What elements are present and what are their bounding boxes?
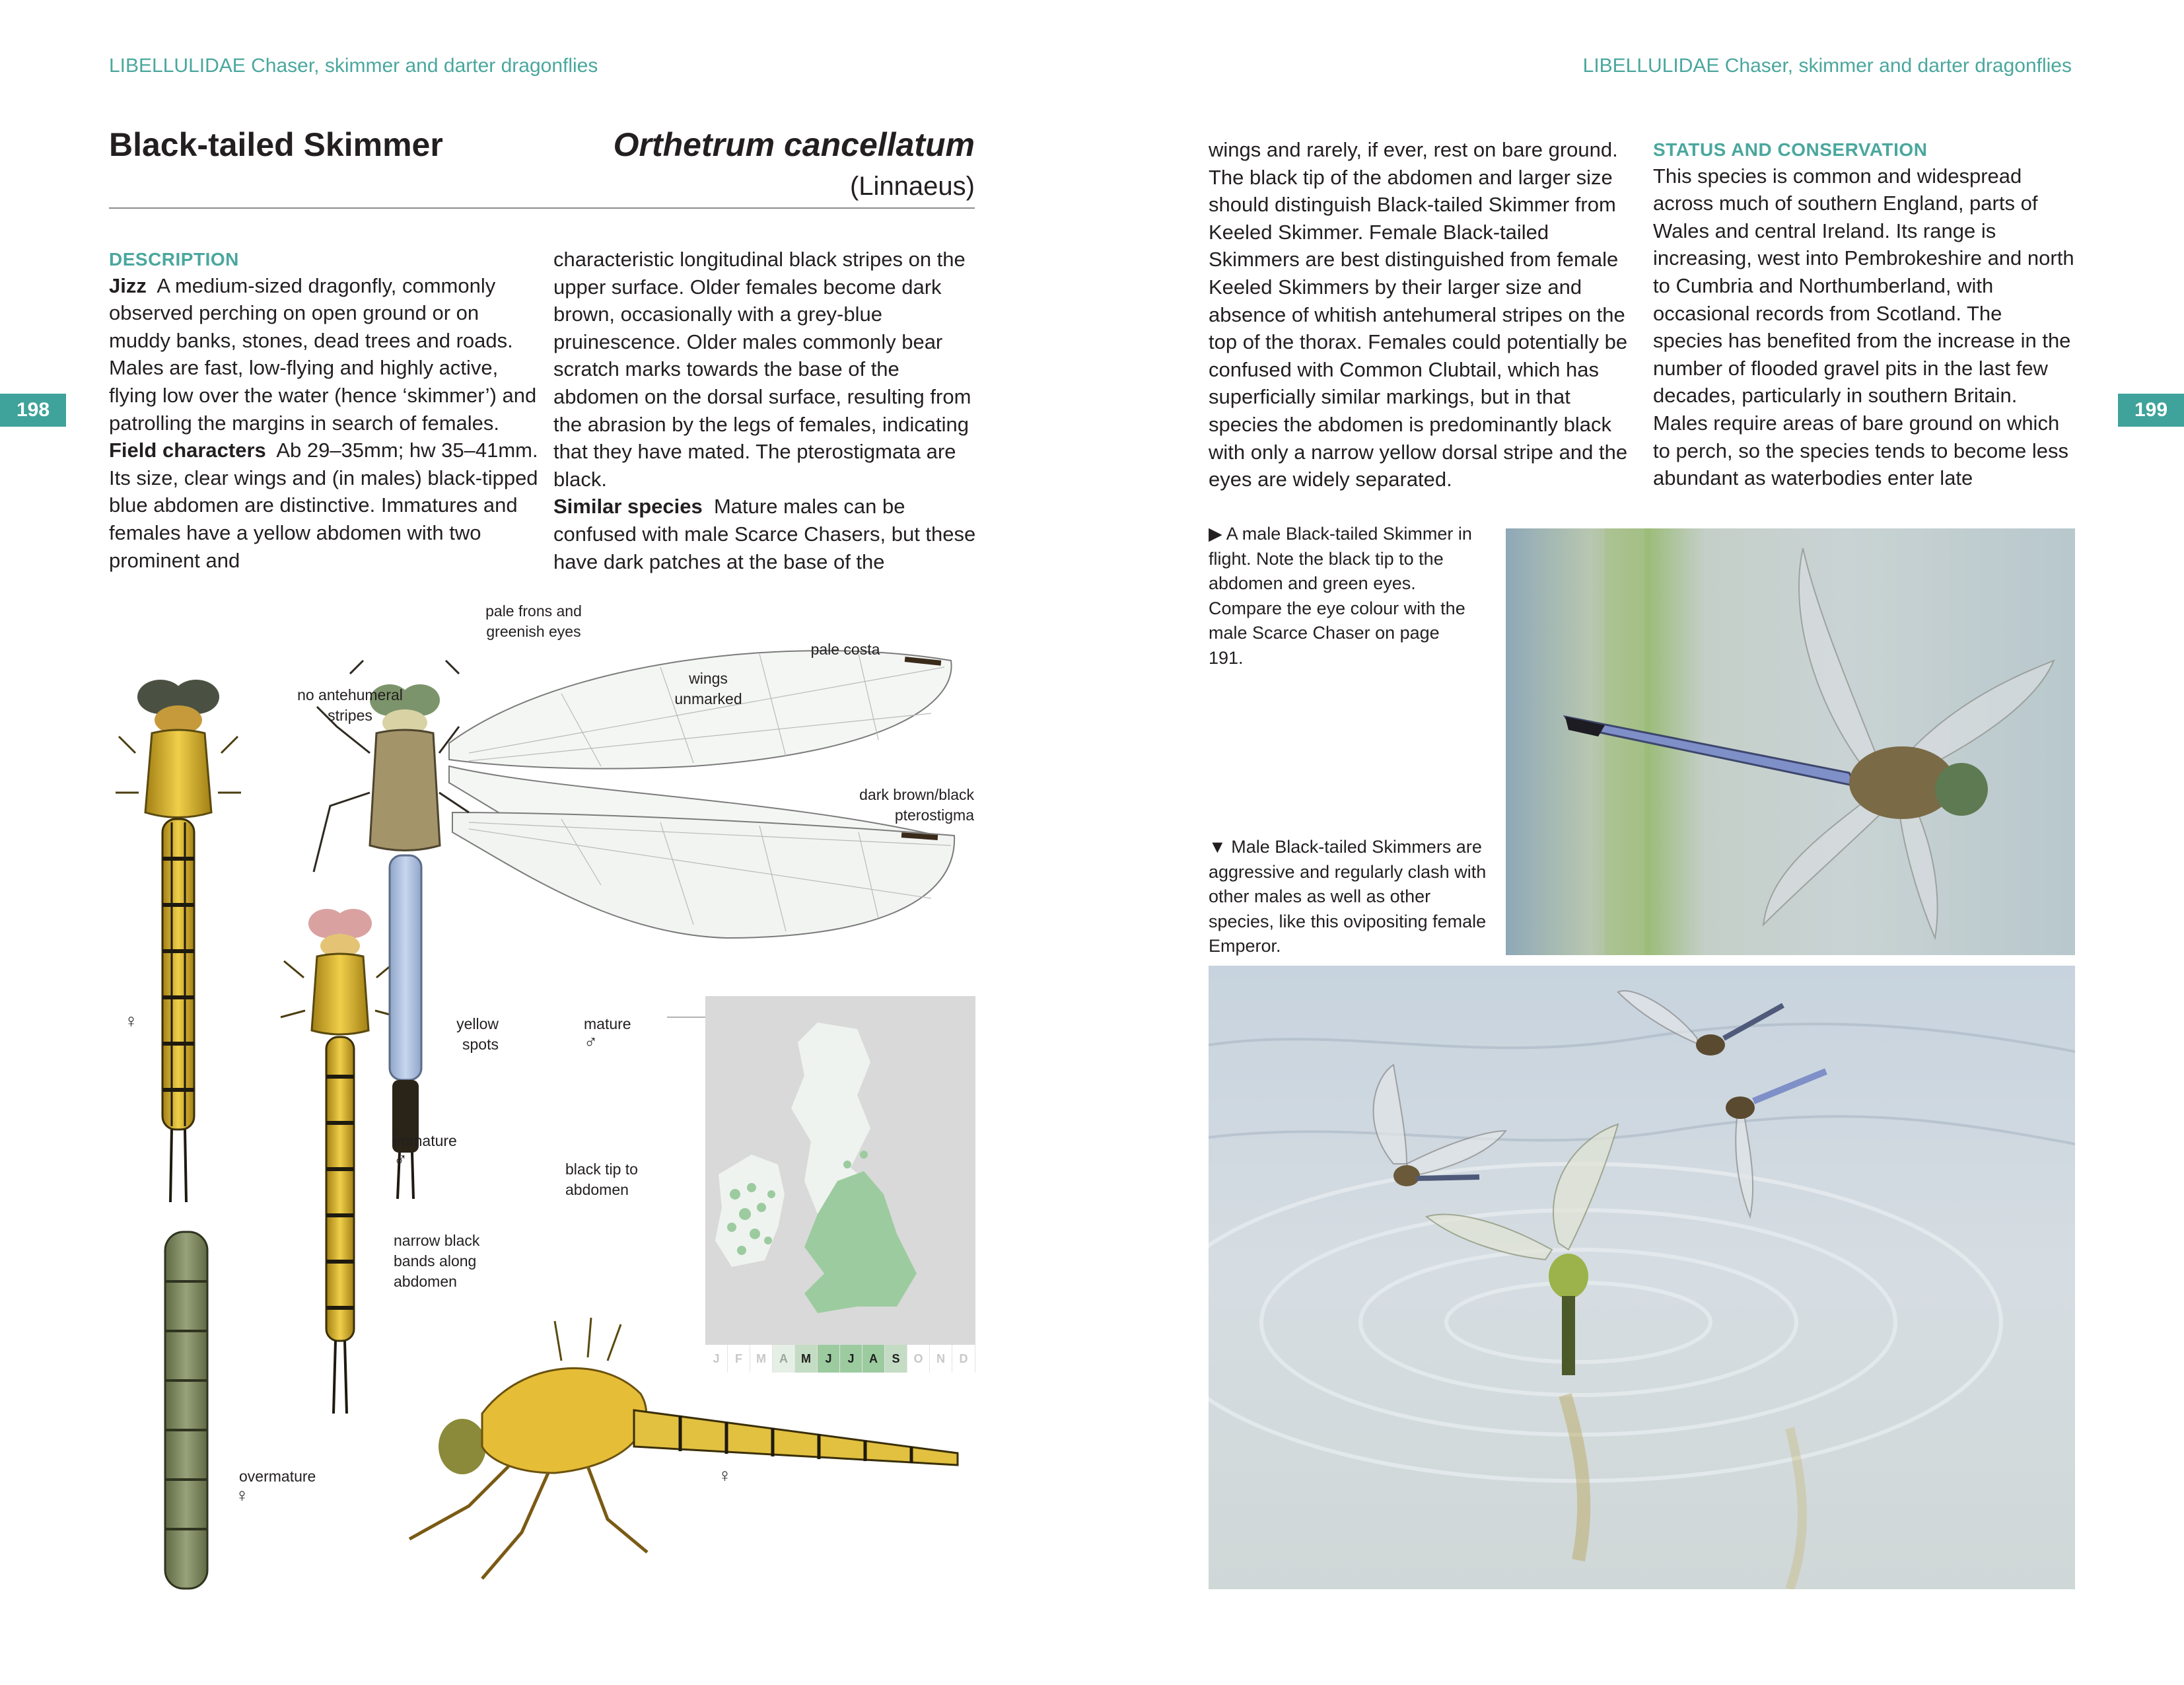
- label-overmature-female-symbol: ♀: [235, 1485, 249, 1505]
- description-column-2: [553, 246, 980, 575]
- label-dark-pterostigma: dark brown/black pterostigma: [859, 786, 974, 824]
- status-column: [1653, 136, 2076, 492]
- overmature-female-illustration: [165, 1232, 207, 1589]
- status-text: This species is common and widespread across much of southern England, parts of Wales and central Ireland. Its range is increasing, west into Pembrokeshire and north to Cumbria and Northumberland, with occasional records from Scotland. The species has benefited from the increase in the number of flooded gravel pits in the last few decades, particularly in southern Britain. Males require areas of bare ground on which to perch, so the species tends to become less abundant as waterbodies enter late: [1653, 164, 2074, 490]
- flight-month-jun: J: [818, 1345, 840, 1373]
- similar-species-label: Similar species: [553, 495, 703, 519]
- similar-species-text: Mature males can be confused with male Scarce Chasers, but these have dark patches at the base of the: [553, 495, 976, 573]
- flight-month-aug: A: [863, 1345, 885, 1373]
- species-scientific-name: Orthetrum cancellatum: [613, 126, 975, 163]
- photo-clashing-dragonflies: [1209, 966, 2075, 1589]
- flight-period-bar: [705, 1345, 975, 1373]
- label-immature: immature: [394, 1132, 457, 1149]
- description-continued: characteristic longitudinal black stripes on the upper surface. Older females become dark brown, occasionally with a grey-blue pruinescence. Older males commonly bear scratch marks towards the base of the abdomen on the dorsal surface, resulting from the abrasion by the legs of females, indicating that they have mated. The pterostigmata are black.: [553, 248, 971, 491]
- field-characters-label: Field characters: [109, 439, 266, 462]
- flight-month-oct: O: [907, 1345, 930, 1373]
- label-female-symbol: ♀: [124, 1011, 138, 1031]
- similar-species-continued-text: wings and rarely, if ever, rest on bare ground. The black tip of the abdomen and larger size should distinguish Black-tailed Skimmer from Keeled Skimmer. Female Black-tailed Skimmers are best distinguished from female Keeled Skimmers by their larger size and absence of whitish antehumeral stripes on the top of the thorax. Females could potentially be confused with Common Clubtail, which has superficially similar markings, but in that species the abdomen is predominantly black with only a narrow yellow dorsal stripe and the eyes are widely separated.: [1209, 138, 1628, 491]
- label-narrow-bands: narrow black bands along abdomen: [394, 1232, 480, 1290]
- flight-month-may: M: [795, 1345, 818, 1373]
- description-column-1: [109, 246, 538, 574]
- field-characters-text: Ab 29–35mm; hw 35–41mm. Its size, clear wings and (in males) black-tipped blue abdomen are distinctive. Immatures and females have a yellow abdomen with two prominent and: [109, 439, 538, 572]
- label-wings-unmarked: wings unmarked: [674, 670, 742, 707]
- photo-male-in-flight: [1506, 528, 2075, 955]
- immature-male-illustration: [281, 909, 400, 1414]
- label-mature-male-symbol: ♂: [584, 1032, 598, 1052]
- distribution-map: [705, 996, 975, 1373]
- flight-month-apr: A: [773, 1345, 795, 1373]
- running-head-left: LIBELLULIDAE Chaser, skimmer and darter dragonflies: [109, 55, 598, 77]
- species-authority: (Linnaeus): [849, 172, 975, 201]
- label-mature: mature: [584, 1015, 631, 1032]
- flight-month-jul: J: [840, 1345, 863, 1373]
- label-overmature: overmature: [239, 1468, 316, 1485]
- flight-month-dec: D: [952, 1345, 975, 1373]
- page-number-tab-right: 199: [2118, 394, 2184, 427]
- caption-clash-photo: ▼ Male Black-tailed Skimmers are aggressive and regularly clash with other males as well as other species, like this ovipositing female Emperor.: [1209, 837, 1487, 956]
- caption-flight-photo: ▶ A male Black-tailed Skimmer in flight. Note the black tip to the abdomen and green eyes. Compare the eye colour with the male Scarce Chaser on page 191.: [1209, 524, 1472, 668]
- female-dorsal-illustration: [116, 680, 241, 1202]
- species-common-name: Black-tailed Skimmer: [109, 126, 443, 163]
- flight-month-jan: J: [705, 1345, 728, 1373]
- label-pale-frons: pale frons and greenish eyes: [485, 602, 582, 640]
- label-yellow-spots: yellow spots: [456, 1015, 499, 1053]
- label-immature-male-symbol: ♂: [394, 1149, 407, 1170]
- flight-month-feb: F: [728, 1345, 750, 1373]
- status-heading: STATUS AND CONSERVATION: [1653, 139, 1928, 160]
- british-isles-map: [705, 996, 975, 1343]
- page-number-tab-left: 198: [0, 394, 66, 427]
- description-heading: DESCRIPTION: [109, 249, 239, 269]
- label-no-antehumeral: no antehumeral stripes: [297, 686, 403, 724]
- label-lateral-female-symbol: ♀: [718, 1465, 732, 1486]
- title-rule: [109, 207, 975, 209]
- similar-species-continued: [1209, 136, 1638, 493]
- label-pale-costa: pale costa: [810, 641, 880, 658]
- flight-month-nov: N: [930, 1345, 952, 1373]
- flight-month-mar: M: [750, 1345, 773, 1373]
- label-black-tip: black tip to abdomen: [565, 1161, 638, 1198]
- jizz-text: A medium-sized dragonfly, commonly observed perching on open ground or on muddy banks, stones, dead trees and roads. Males are fast, low-flying and highly active, flying low over the water (hence ‘skimmer’) and patrolling the margins in search of females.: [109, 273, 537, 435]
- running-head-right: LIBELLULIDAE Chaser, skimmer and darter dragonflies: [1582, 55, 2072, 77]
- flight-month-sep: S: [885, 1345, 907, 1373]
- jizz-label: Jizz: [109, 273, 147, 297]
